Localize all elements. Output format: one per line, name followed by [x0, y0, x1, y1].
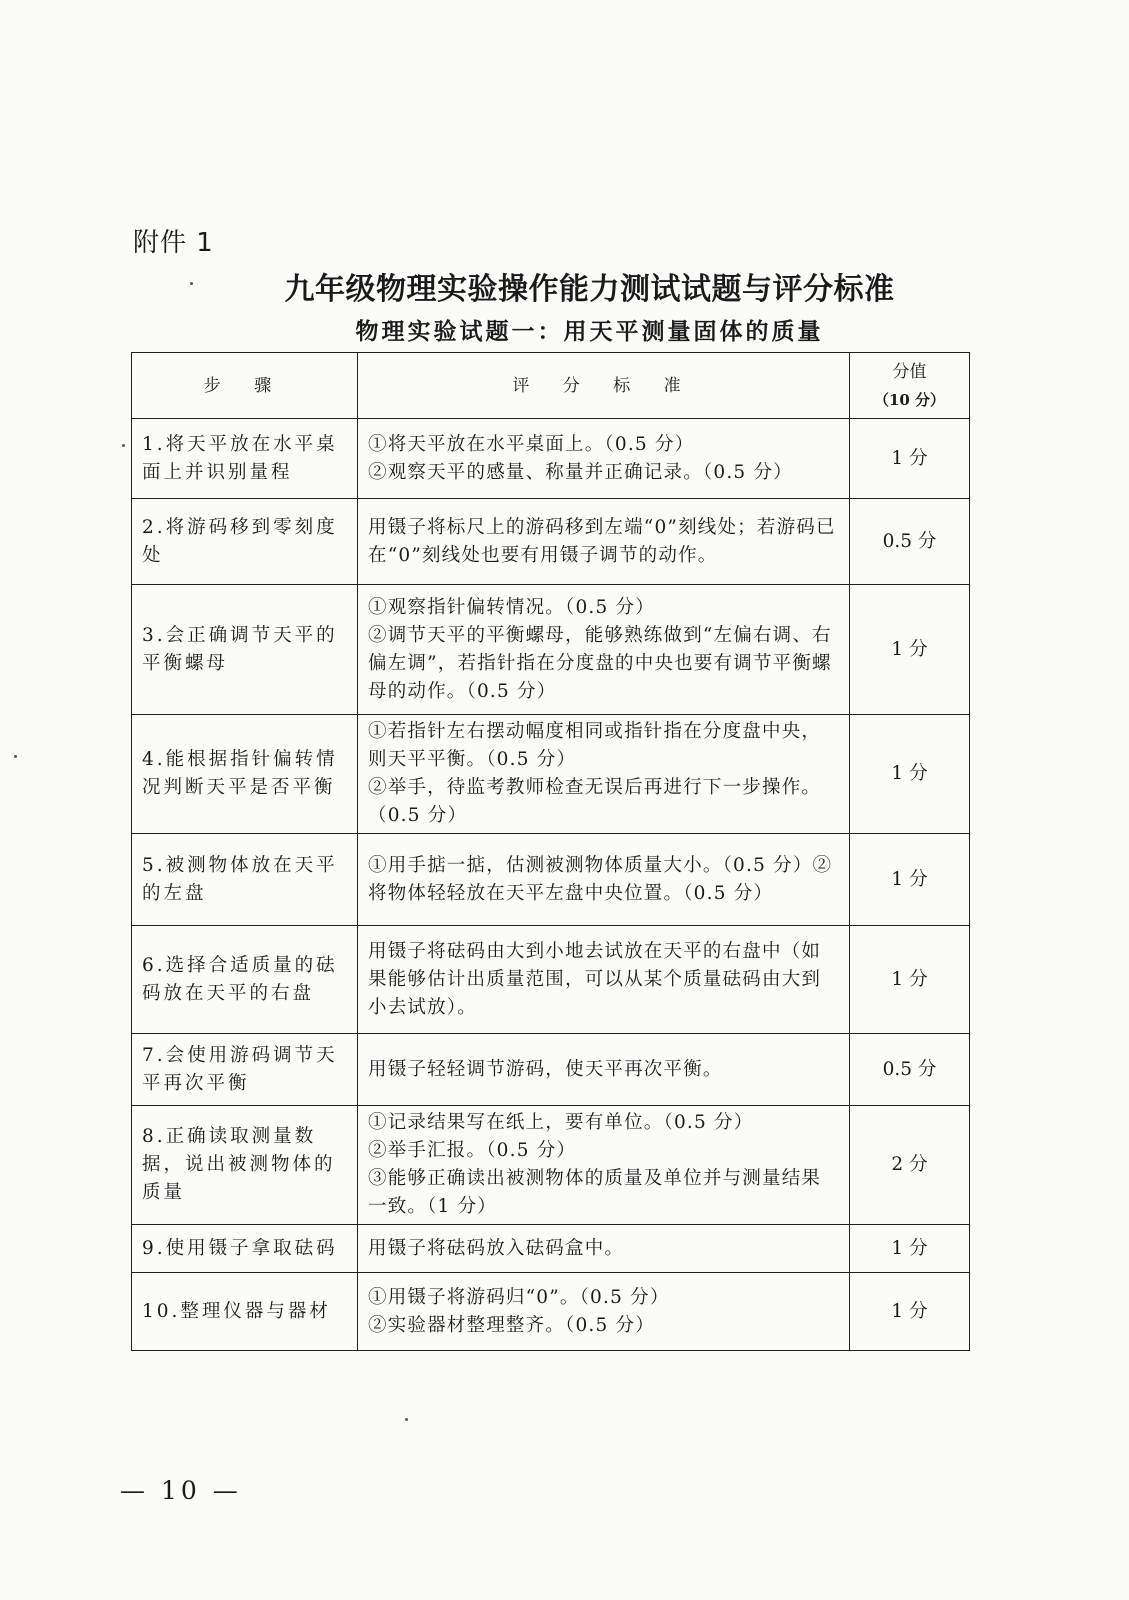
- step-cell: 2.将游码移到零刻度处: [132, 499, 358, 585]
- criteria-item: ①观察指针偏转情况。（0.5 分）: [368, 596, 655, 618]
- table-row: [132, 1225, 970, 1273]
- table-row: [132, 1106, 970, 1225]
- criteria-cell: [358, 834, 850, 926]
- criteria-item: 用镊子将砝码放入砝码盒中。: [368, 1237, 625, 1259]
- criteria-cell: [358, 499, 850, 585]
- score-cell: 2 分: [850, 1106, 970, 1225]
- table-row: [132, 585, 970, 715]
- header-score-total: （10 分）: [873, 390, 946, 409]
- table-row: [132, 1034, 970, 1106]
- criteria-item: ②举手汇报。（0.5 分）: [368, 1140, 577, 1161]
- step-cell: 10.整理仪器与器材: [132, 1273, 358, 1351]
- score-cell: 1 分: [850, 1273, 970, 1351]
- table-row: [132, 1273, 970, 1351]
- criteria-item: ②观察天平的感量、称量并正确记录。（0.5 分）: [368, 461, 793, 483]
- step-cell: 8.正确读取测量数据，说出被测物体的质量: [132, 1106, 358, 1225]
- step-cell: 4.能根据指针偏转情况判断天平是否平衡: [132, 715, 358, 834]
- scan-speck: [122, 444, 125, 447]
- table-row: [132, 834, 970, 926]
- criteria-item: ②举手，待监考教师检查无误后再进行下一步操作。（0.5 分）: [368, 777, 822, 826]
- step-cell: 9.使用镊子拿取砝码: [132, 1225, 358, 1273]
- score-cell: 0.5 分: [850, 1034, 970, 1106]
- criteria-cell: [358, 1034, 850, 1106]
- scan-speck: [190, 282, 193, 285]
- table-row: [132, 419, 970, 499]
- score-cell: 1 分: [850, 585, 970, 715]
- table-header-row: [132, 353, 970, 419]
- table-row: [132, 926, 970, 1034]
- table-row: [132, 715, 970, 834]
- criteria-item: ①若指针左右摆动幅度相同或指针指在分度盘中央，则天平平衡。（0.5 分）: [368, 721, 822, 770]
- scan-speck: [405, 1418, 408, 1421]
- table-body: [132, 419, 970, 1351]
- criteria-cell: [358, 926, 850, 1034]
- score-cell: 1 分: [850, 419, 970, 499]
- criteria-cell: [358, 1273, 850, 1351]
- criteria-cell: [358, 1225, 850, 1273]
- scoring-table: [131, 352, 970, 1351]
- criteria-item: 用镊子轻轻调节游码，使天平再次平衡。: [368, 1058, 723, 1080]
- criteria-cell: [358, 715, 850, 834]
- step-cell: 5.被测物体放在天平的左盘: [132, 834, 358, 926]
- criteria-item: ①将天平放在水平桌面上。（0.5 分）: [368, 433, 695, 455]
- header-score-label: 分值: [892, 361, 927, 382]
- criteria-item: ①用镊子将游码归“0”。（0.5 分）: [368, 1286, 670, 1308]
- score-cell: 1 分: [850, 715, 970, 834]
- score-cell: 1 分: [850, 1225, 970, 1273]
- document-subtitle: 物理实验试题一：用天平测量固体的质量: [355, 318, 824, 345]
- score-cell: 1 分: [850, 926, 970, 1034]
- table-row: [132, 499, 970, 585]
- step-cell: 3.会正确调节天平的平衡螺母: [132, 585, 358, 715]
- document-title: 九年级物理实验操作能力测试试题与评分标准: [284, 272, 895, 307]
- criteria-item: ②实验器材整理整齐。（0.5 分）: [368, 1314, 655, 1336]
- score-cell: 1 分: [850, 834, 970, 926]
- criteria-item: 用镊子将标尺上的游码移到左端“0”刻线处；若游码已在“0”刻线处也要有用镊子调节的动作。: [368, 516, 836, 566]
- header-steps: 步 骤: [132, 353, 358, 419]
- criteria-item: ③能够正确读出被测物体的质量及单位并与测量结果一致。（1 分）: [368, 1168, 822, 1217]
- criteria-item: ①记录结果写在纸上，要有单位。（0.5 分）: [368, 1112, 754, 1133]
- attachment-label: 附件 1: [133, 228, 214, 258]
- header-score: [850, 353, 970, 419]
- criteria-item: 用镊子将砝码由大到小地去试放在天平的右盘中（如果能够估计出质量范围，可以从某个质量砝码由大到小去试放）。: [368, 940, 822, 1018]
- page-number: — 10 —: [120, 1476, 242, 1505]
- score-cell: 0.5 分: [850, 499, 970, 585]
- header-criteria: 评 分 标 准: [358, 353, 850, 419]
- scan-speck: [14, 755, 17, 758]
- step-cell: 1.将天平放在水平桌面上并识别量程: [132, 419, 358, 499]
- criteria-item: ②调节天平的平衡螺母，能够熟练做到“左偏右调、右偏左调”，若指针指在分度盘的中央也要有调节平衡螺母的动作。（0.5 分）: [368, 624, 832, 702]
- criteria-cell: [358, 419, 850, 499]
- step-cell: 7.会使用游码调节天平再次平衡: [132, 1034, 358, 1106]
- step-cell: 6.选择合适质量的砝码放在天平的右盘: [132, 926, 358, 1034]
- criteria-cell: [358, 585, 850, 715]
- criteria-item: ①用手掂一掂，估测被测物体质量大小。（0.5 分）②将物体轻轻放在天平左盘中央位置。（0.5 分）: [368, 854, 833, 904]
- criteria-cell: [358, 1106, 850, 1225]
